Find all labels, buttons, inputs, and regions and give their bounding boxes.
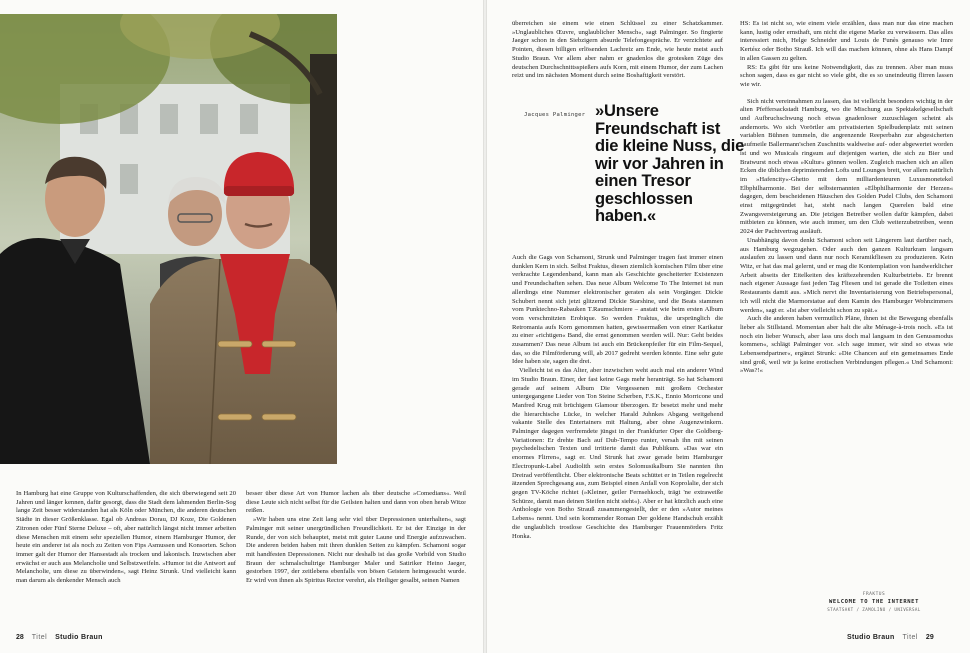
pullquote-author: Jacques Palminger bbox=[524, 112, 586, 118]
left-col-1 bbox=[16, 490, 236, 586]
right-col-2 bbox=[740, 20, 953, 376]
caption-labels: STAATSAKT / ZAMOLINO / UNIVERSAL bbox=[827, 607, 921, 612]
interview-answer: RS: Es gibt für uns keine Notwendigkeit, das zu trennen. Aber man muss schon sagen, dass es gar nicht so viele gibt, die es so uneindeutig flirren lassen wie wir. bbox=[740, 63, 953, 88]
right-col-1-bottom bbox=[512, 254, 723, 541]
left-col-2 bbox=[246, 490, 466, 586]
left-page bbox=[0, 0, 483, 653]
left-folio bbox=[16, 634, 103, 641]
section-label: Titel bbox=[902, 634, 918, 641]
magazine-label: Studio Braun bbox=[55, 634, 103, 641]
page-number: 28 bbox=[16, 634, 24, 641]
pullquote: »Unsere Freundschaft ist die kleine Nuss, die wir vor Jahren in einen Tresor geschlossen haben.« bbox=[595, 102, 745, 225]
right-folio bbox=[847, 634, 934, 641]
right-page bbox=[487, 0, 970, 653]
section-label: Titel bbox=[31, 634, 48, 641]
paragraph: »Wir haben uns eine Zeit lang sehr viel über Depressionen unterhalten«, sagt Palminger mit seiner unergründlichen Freundlichkeit. Er ist der Einzige in der Runde, der von sich behauptet, meist mit guter Laune und Energie aufzuwachen. Die anderen beiden haben mit ihren dunklen Seiten zu kämpfen. Schamoni sogar mit handfesten Depressionen. Nicht nur deshalb ist das große Vorbild von Studio Braun der schmalschultrige Hamburger Maler und Satiriker Heino Jaeger, gestorben 1997, der zeitlebens ebenfalls von bösen Geistern heimgesucht wurde. Er wird von ihnen als Spiritus Rector verehrt, als Heiliger gesalbt, seinen Namen bbox=[246, 516, 466, 585]
interview-answer: HS: Es ist nicht so, wie einem viele erzählen, dass man nur das eine machen kann, lustig oder ernsthaft, um nicht die eigene Marke zu verwässern. Das alles interessiert mich, Helge Schneider und Louis de Funès genauso wie Imre Kertész oder Botho Strauß. Ich will das machen können, ohne als Hans Dampf in allen Gassen zu gelten. bbox=[740, 20, 953, 62]
caption-album: WELCOME TO THE INTERNET bbox=[829, 599, 919, 605]
paragraph: überreichen sie einem wie einen Schlüssel zu einer Schatzkammer. »Unglaubliches Œuvre, unglaublicher Mensch«, sagt Palminger. So fingierte Jaeger schon in den Siebzigern absurde Telefongespräche. Er verzichtete auf Pointen, diesen billigen erlösenden Lachreiz am Ende, wie heute meist auch Studio Braun. Vor allem aber nahm er gnadenlos die grotesken Züge des deutschen Durchschnittsspießers aufs Korn, mit einem Humor, der zum Lachen reizt und im nächsten Moment durch seine Boshaftigkeit verstört. bbox=[512, 20, 723, 80]
paragraph: Sich nicht vereinnahmen zu lassen, das ist vielleicht besonders wichtig in der alten Pfeffersackstadt Hamburg, wo die Mischung aus Spektakelgesellschaft und Aufbruchschwung noch etwas gnadenloser zuzuschlagen scheint als andernorts. Wo sich Vorörtler am privatisierten Spielbudenplatz mit seinen variablen Bühnen tummeln, die angrenzende Reeperbahn zur abgesicherten Saufmeile Ballermann'schen Zuschnitts waldweise auf- oder abgewertet worden ist und wo Musicals ringsum auf diejenigen warten, die sich zu Bier und Bratwurst noch etwas »Kultur« gönnen wollen. Zugleich machen sich an allen Ecken die üblichen deprimierenden Lofts und Lounges breit, vor allem natürlich im »Hafencity«-Ghetto mit dem milliardenteuren Luxusmonetekel Elbphilharmonie. Bei der selbsternannten »Elbphilharmonie der Herzen« dagegen, dem bescheidenen Häuschen des Golden Pudel Clubs, den Schamoni einst mitgegründet hat, steht nach langen Querelen bald eine Zwangsversteigerung an. Die jetzigen Betreiber wollen dafür kämpfen, dabei mitbieten zu können, wie auch immer, um den Club weiterzubetreiben, wenn 2024 der Pachtvertrag ausläuft. bbox=[740, 97, 953, 236]
paragraph: Vielleicht ist es das Alter, aber inzwischen weht auch mal ein anderer Wind im Studio Braun. Einer, der fast keine Gags mehr heranträgt. So hat Schamoni gerade auf seinem Album Die Vergessenen mit großem Orchester untergegangene Lieder von Ton Steine Scherben, F.S.K., Ennio Morricone und Manfred Krug mit brüchigem Glamour überzogen. Er besetzt mehr und mehr die hierarchische Lücke, in welcher Harald Juhnkes Abgang weitgehend vakante Stelle des Entertainers mit Haltung, aber ohne Augenzwinkern. Palminger dagegen verfremdete jüngst in der Frankfurter Oper die Goldberg-Variationen: Er drehte Bach auf Dub-Tempo runter, versah ihn mit seinen psychedelischen Texten und irritierte damit das Publikum. »Das war ein enormes Flirren«, sagt er. Und Strunk hat zwar gerade beim Hamburger Electropunk-Label Audiolith sein erstes Solomusikalbum Sie nannten ihn Dreirad veröffentlicht. Über elektronische Beats schüttet er in Teilen regelrecht ätzenden Sprechgesang aus, zum Beispiel einen Anfall von Koprolalie, der sich gegen TV-Köche richtet (»Kleiner, geiler Fernsehkoch, trägt 'ne extraweiße Schürze, damit man deinen Steifen nicht sieht«). Aber er hat kürzlich auch eine Anthologie von Botho Strauß zusammengestellt, der er den »Autor meines Lebens« nennt. Und sein kommender Roman Der goldene Handschuh erzählt die unglaublich trostlose Geschichte des Hamburger Frauenmörders Fritz Honka. bbox=[512, 367, 723, 540]
paragraph: besser über diese Art von Humor lachen als über deutsche »Comedians«. Weil diese Leute sich nicht selbst für die Geilsten halten und dann von oben herab Witze reißen. bbox=[246, 490, 466, 515]
right-col-1-top bbox=[512, 20, 723, 81]
paragraph: Auch die anderen haben vermutlich Pläne, ihnen ist die Bewegung ebenfalls lieber als Stillstand. Momentan aber halt die alte Ménage-à-trois noch. »Es ist noch ein lieber Wunsch, aber lass uns doch mal langsam in den Genussmodus kommen«, schlägt Palminger vor. »Ich sage immer, wir sind so etwas wie Lebensendpartner«, ergänzt Strunk: »Die Chancen auf ein gemeinsames Ende sind groß, weil wir ja keine erotischen Verbindungen pflegen.« Und Schamoni: »Was?!« bbox=[740, 315, 953, 375]
album-caption bbox=[822, 592, 926, 612]
page-number: 29 bbox=[925, 634, 934, 641]
paragraph: In Hamburg hat eine Gruppe von Kulturschaffenden, die sich überwiegend seit 20 Jahren und länger kennen, dafür gesorgt, dass die Stadt dem lahmenden Berlin-Sog lange Zeit besser widerstanden hat als Köln oder München, die anderen deutschen Städte in dieser Größenklasse. Egal ob Andreas Dorau, DJ Koze, Die Goldenen Zitronen oder Fünf Sterne Deluxe – oft, aber natürlich längst nicht immer arbeiten diese Menschen mit einem sehr speziellen Humor, einem Hamburger Humor, der heute ein anderer ist als noch zu Zeiten von Fips Asmussen und Konsorten. Schon immer galt der Humor der Hansestadt als trocken und lakonisch. Inzwischen aber erwächst er auch aus Melancholie und Selbstzweifeln. »Humor ist die Antwort auf Melancholie, um diese zu überwinden«, sagt Heinz Strunk. Und vielleicht kann man darum als denkender Mensch auch bbox=[16, 490, 236, 585]
paragraph: Unabhängig davon denkt Schamoni schon seit Längerem laut darüber nach, aus Hamburg wegzugehen. Oder auch den ganzen Kulturkram langsam auslaufen zu lassen und dann nur noch Keramikfliesen zu produzieren. Kein Witz, er hat das mal gelernt, und er mag die Kontemplation von handwerklicher Arbeit abseits der Eitelkeiten des kräftezehrenden Kulturbetriebs. Er brennt nach eigener Aussage fast jeden Tag Fliesen und ist gerade die Toiletten eines Restaurants damit aus. »Mich nervt die Inventarisierung von Betriebspersonal, ich will nicht die Marmorstatue auf dem Kamin des Hamburger Wohnzimmers werden«, sagt er. »Ist aber vielleicht schon zu spät.« bbox=[740, 236, 953, 314]
paragraph: Auch die Gags von Schamoni, Strunk und Palminger tragen fast immer einen dunklen Kern in sich. Selbst Fraktus, diesen ziemlich komischen Film über eine verkrachte Legendenband, kann man als Geschichte gescheiterter Existenzen und Freundschaften sehen. Das neue Album Welcome To The Internet ist nun allerdings eine Nummer elektronischer geraten als sein Vorgänger. Dickie Schubert nennt sich jetzt glitzernd Dickie Starshine, und die Beats stammen vom Punktechno-Rabauken T.Raumschmiere – anstatt wie beim ersten Album vom verschmitzten Erobique. So werden Fraktus, die ursprünglich die Retromania aufs Korn genommen hatten, gewissermaßen von einer Karikatur zu einer »richtigen« Band, die ernst genommen werden will. Nur: Geht beides zusammen? Das neue Album ist auch ein Brückenpfeiler für ein Film-Sequel, das, so die Filmförderung will, ab 2017 gedreht werden könnte. Eine sehr gute Idee haben sie, sagen die drei. bbox=[512, 254, 723, 366]
caption-band: FRAKTUS bbox=[862, 592, 886, 597]
band-photo bbox=[0, 14, 337, 464]
band-photo-illustration bbox=[0, 14, 337, 464]
magazine-label: Studio Braun bbox=[847, 634, 895, 641]
